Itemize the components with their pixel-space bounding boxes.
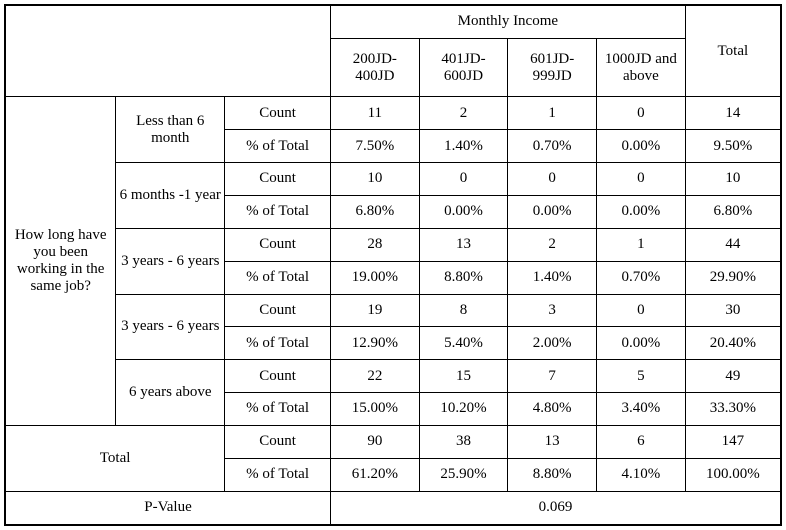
cell-percent-1-2: 0.00%: [508, 196, 597, 229]
cell-percent-total-0: 9.50%: [685, 130, 781, 163]
cell-count-1-3: 0: [597, 163, 686, 196]
header-total: Total: [685, 5, 781, 97]
cell-count-total-4: 49: [685, 360, 781, 393]
cell-percent-2-2: 1.40%: [508, 261, 597, 294]
stat-label-count: Count: [225, 228, 331, 261]
cell-count-0-3: 0: [597, 97, 686, 130]
cell-total-percent-2: 8.80%: [508, 458, 597, 491]
cell-percent-0-0: 7.50%: [330, 130, 419, 163]
header-corner-blank: [5, 5, 330, 97]
cell-total-count-2: 13: [508, 426, 597, 459]
stat-label-count: Count: [225, 97, 331, 130]
cell-total-percent-3: 4.10%: [597, 458, 686, 491]
group-label-4: 6 years above: [116, 360, 225, 426]
stat-label-percent: % of Total: [225, 327, 331, 360]
pvalue-value: 0.069: [330, 491, 781, 525]
cell-percent-1-3: 0.00%: [597, 196, 686, 229]
cell-count-2-0: 28: [330, 228, 419, 261]
cell-count-3-1: 8: [419, 294, 508, 327]
cell-count-3-0: 19: [330, 294, 419, 327]
cell-percent-total-1: 6.80%: [685, 196, 781, 229]
cell-percent-0-1: 1.40%: [419, 130, 508, 163]
cell-total-count-0: 90: [330, 426, 419, 459]
table-row: [5, 228, 781, 261]
cell-percent-2-1: 8.80%: [419, 261, 508, 294]
cell-percent-3-2: 2.00%: [508, 327, 597, 360]
header-income-200-400: 200JD-400JD: [330, 39, 419, 97]
stat-label-count: Count: [225, 360, 331, 393]
table-row: [5, 294, 781, 327]
cell-count-2-2: 2: [508, 228, 597, 261]
stat-label-percent: % of Total: [225, 458, 331, 491]
header-income-601-999: 601JD-999JD: [508, 39, 597, 97]
cell-total-percent-grand: 100.00%: [685, 458, 781, 491]
group-label-2: 3 years - 6 years: [116, 228, 225, 294]
cell-percent-4-0: 15.00%: [330, 393, 419, 426]
table-row-total: [5, 426, 781, 459]
group-label-0: Less than 6 month: [116, 97, 225, 163]
cell-percent-4-2: 4.80%: [508, 393, 597, 426]
cell-percent-4-3: 3.40%: [597, 393, 686, 426]
cell-count-2-1: 13: [419, 228, 508, 261]
group-label-1: 6 months -1 year: [116, 163, 225, 229]
cell-percent-total-3: 20.40%: [685, 327, 781, 360]
cell-count-2-3: 1: [597, 228, 686, 261]
row-question-label: How long have you been working in the same job?: [5, 97, 116, 426]
group-label-3: 3 years - 6 years: [116, 294, 225, 360]
crosstab-table: [4, 4, 782, 526]
cell-percent-0-2: 0.70%: [508, 130, 597, 163]
cell-percent-1-1: 0.00%: [419, 196, 508, 229]
table-row: [5, 97, 781, 130]
cell-count-total-1: 10: [685, 163, 781, 196]
header-income-401-600: 401JD-600JD: [419, 39, 508, 97]
cell-count-4-3: 5: [597, 360, 686, 393]
header-monthly-income: Monthly Income: [330, 5, 685, 39]
cell-percent-2-3: 0.70%: [597, 261, 686, 294]
cell-count-4-0: 22: [330, 360, 419, 393]
cell-percent-3-3: 0.00%: [597, 327, 686, 360]
total-row-label: Total: [5, 426, 225, 492]
cell-count-0-1: 2: [419, 97, 508, 130]
stat-label-count: Count: [225, 426, 331, 459]
cell-count-total-2: 44: [685, 228, 781, 261]
stat-label-count: Count: [225, 294, 331, 327]
cell-percent-3-0: 12.90%: [330, 327, 419, 360]
cell-total-count-grand: 147: [685, 426, 781, 459]
stat-label-count: Count: [225, 163, 331, 196]
cell-count-4-2: 7: [508, 360, 597, 393]
cell-percent-1-0: 6.80%: [330, 196, 419, 229]
header-income-1000-above: 1000JD and above: [597, 39, 686, 97]
cell-count-total-3: 30: [685, 294, 781, 327]
cell-percent-total-4: 33.30%: [685, 393, 781, 426]
stat-label-percent: % of Total: [225, 393, 331, 426]
cell-count-0-2: 1: [508, 97, 597, 130]
cell-percent-3-1: 5.40%: [419, 327, 508, 360]
cell-percent-0-3: 0.00%: [597, 130, 686, 163]
stat-label-percent: % of Total: [225, 130, 331, 163]
cell-count-total-0: 14: [685, 97, 781, 130]
cell-count-3-2: 3: [508, 294, 597, 327]
table-row-pvalue: [5, 491, 781, 525]
cell-count-0-0: 11: [330, 97, 419, 130]
stat-label-percent: % of Total: [225, 196, 331, 229]
cell-total-count-1: 38: [419, 426, 508, 459]
stat-label-percent: % of Total: [225, 261, 331, 294]
cell-total-percent-0: 61.20%: [330, 458, 419, 491]
header-row-top: [5, 5, 781, 39]
cell-count-1-0: 10: [330, 163, 419, 196]
cell-total-percent-1: 25.90%: [419, 458, 508, 491]
cell-count-3-3: 0: [597, 294, 686, 327]
cell-count-1-1: 0: [419, 163, 508, 196]
cell-count-4-1: 15: [419, 360, 508, 393]
table-row: [5, 360, 781, 393]
cell-count-1-2: 0: [508, 163, 597, 196]
cell-percent-2-0: 19.00%: [330, 261, 419, 294]
table-row: [5, 163, 781, 196]
cell-percent-4-1: 10.20%: [419, 393, 508, 426]
pvalue-label: P-Value: [5, 491, 330, 525]
cell-percent-total-2: 29.90%: [685, 261, 781, 294]
cell-total-count-3: 6: [597, 426, 686, 459]
